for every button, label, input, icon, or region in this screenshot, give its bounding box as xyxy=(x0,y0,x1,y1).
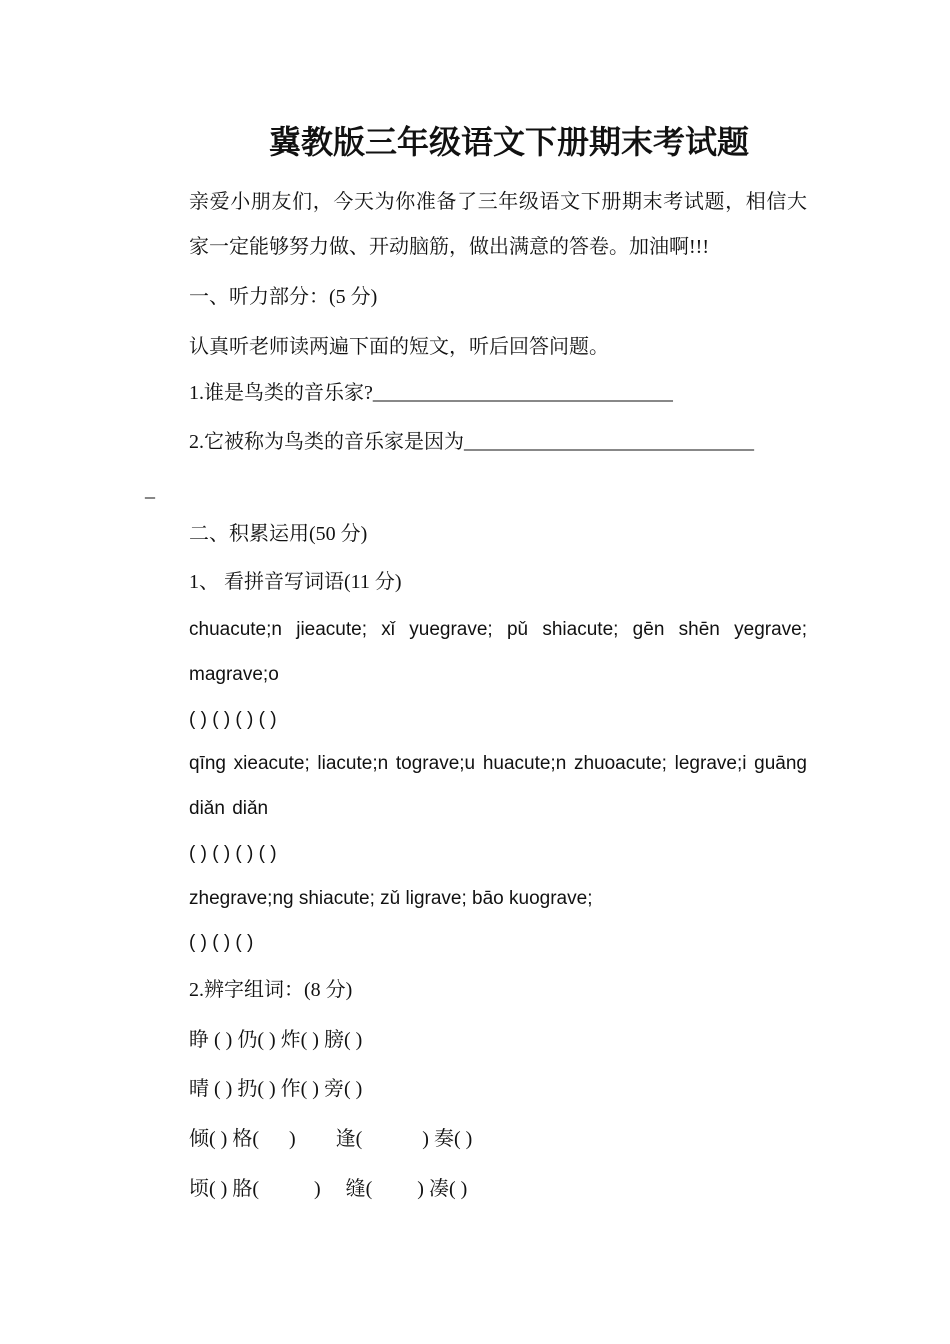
character-row-4: 顷( ) 胳( ) 缝( ) 凑( ) xyxy=(189,1178,468,1200)
pinyin-row-1: chuacute;n jieacute; xǐ yuegrave; pǔ shiacute; gēn shēn yegrave; magrave;o xyxy=(189,619,807,685)
section1-heading: 一、听力部分：(5 分) xyxy=(189,286,378,308)
blanks-row-2: ( ) ( ) ( ) ( ) xyxy=(189,843,277,864)
character-row-3: 倾( ) 格( ) 逢( ) 奏( ) xyxy=(189,1128,473,1150)
section2-heading: 二、积累运用(50 分) xyxy=(189,523,368,545)
character-row-1: 睁 ( ) 仍( ) 炸( ) 膀( ) xyxy=(189,1029,363,1051)
intro-paragraph: 亲爱小朋友们，今天为你准备了三年级语文下册期末考试题，相信大家一定能够努力做、开动脑筋，做出满意的答卷。加油啊!!! xyxy=(189,191,807,258)
blanks-row-3: ( ) ( ) ( ) xyxy=(189,932,254,953)
section1-instruction: 认真听老师读两遍下面的短文，听后回答问题。 xyxy=(189,336,609,358)
pinyin-row-2: qīng xieacute; liacute;n tograve;u huacute;n zhuoacute; legrave;i guāng diǎn diǎn xyxy=(189,753,807,819)
blanks-row-1: ( ) ( ) ( ) ( ) xyxy=(189,709,277,730)
character-row-2: 晴 ( ) 扔( ) 作( ) 旁( ) xyxy=(189,1078,363,1100)
question-2-line1: 2.它被称为鸟类的音乐家是因为_____________________________ xyxy=(189,431,754,453)
question-1: 1.谁是鸟类的音乐家?______________________________ xyxy=(189,382,673,404)
question-2-line2: _ xyxy=(145,479,155,501)
character-subheading: 2.辨字组词：(8 分) xyxy=(189,979,353,1001)
pinyin-row-3: zhegrave;ng shiacute; zǔ ligrave; bāo kuograve; xyxy=(189,888,593,909)
pinyin-subheading: 1、 看拼音写词语(11 分) xyxy=(189,571,402,593)
document-title: 冀教版三年级语文下册期末考试题 xyxy=(268,123,749,161)
